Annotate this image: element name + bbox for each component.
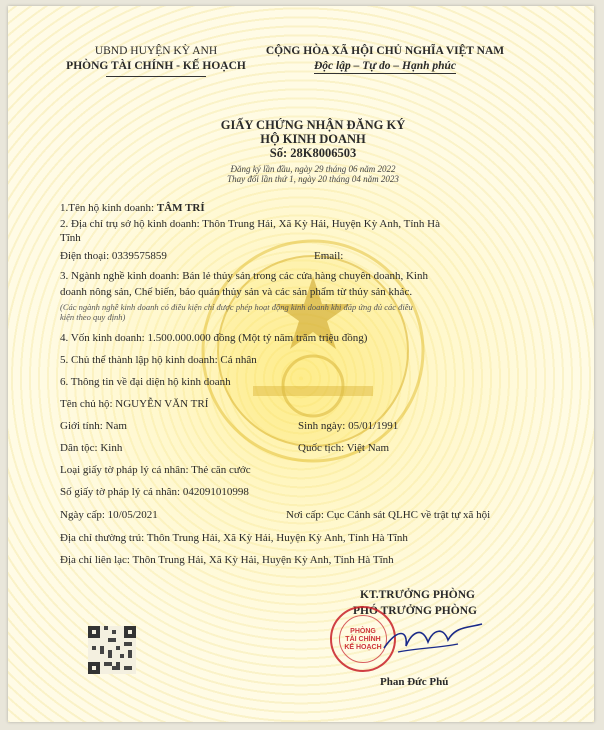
conditional-note-line-1: (Các ngành nghề kinh doanh có điều kiện chỉ được phép hoạt động kinh doanh khi đáp ứng đủ các điều bbox=[60, 302, 413, 312]
national-motto: Độc lập – Tự do – Hạnh phúc bbox=[313, 60, 457, 72]
title-line-2: HỘ KINH DOANH bbox=[260, 132, 366, 146]
business-name-row bbox=[60, 202, 205, 215]
stamp-line-2: TÀI CHÍNH bbox=[345, 636, 381, 643]
business-lines-line-1: 3. Ngành nghề kinh doanh: Bán lẻ thủy sản trong các cửa hàng chuyên doanh, Kinh bbox=[60, 270, 428, 282]
nation-name: CỘNG HÒA XÃ HỘI CHỦ NGHĨA VIỆT NAM bbox=[265, 45, 505, 57]
signer-title-1: KT.TRƯỞNG PHÒNG bbox=[360, 589, 475, 601]
ethnicity: Dân tộc: Kinh bbox=[60, 442, 123, 454]
legal-id-number: Số giấy tờ pháp lý cá nhân: 042091010998 bbox=[60, 486, 249, 498]
id-issue-date: Ngày cấp: 10/05/2021 bbox=[60, 509, 158, 521]
registration-dates bbox=[148, 164, 478, 184]
business-capital: 4. Vốn kinh doanh: 1.500.000.000 đồng (Một tỷ năm trăm triệu đồng) bbox=[60, 332, 368, 344]
gender: Giới tính: Nam bbox=[60, 420, 127, 432]
stamp-line-1: PHÒNG bbox=[350, 628, 376, 635]
signer-name: Phan Đức Phú bbox=[380, 676, 449, 688]
header-underline bbox=[106, 76, 206, 77]
title-line-1: GIẤY CHỨNG NHẬN ĐĂNG KÝ bbox=[220, 118, 406, 132]
business-address-line-1: 2. Địa chỉ trụ sở hộ kinh doanh: Thôn Trung Hải, Xã Kỳ Hải, Huyện Kỳ Anh, Tỉnh Hà bbox=[60, 218, 440, 230]
certificate-page bbox=[8, 6, 594, 722]
date-of-birth: Sinh ngày: 05/01/1991 bbox=[298, 420, 399, 432]
contact-address: Địa chỉ liên lạc: Thôn Trung Hải, Xã Kỳ Hải, Huyện Kỳ Anh, Tỉnh Hà Tĩnh bbox=[60, 554, 394, 566]
owner-name: Tên chủ hộ: NGUYỄN VĂN TRÍ bbox=[60, 398, 209, 410]
email: Email: bbox=[314, 250, 344, 262]
handwritten-signature bbox=[378, 618, 488, 658]
department-name: PHÒNG TÀI CHÍNH - KẾ HOẠCH bbox=[66, 60, 246, 72]
signer-title-2: PHÓ TRƯỞNG PHÒNG bbox=[353, 605, 477, 617]
permanent-address: Địa chỉ thường trú: Thôn Trung Hải, Xã Kỳ Hải, Huyện Kỳ Anh, Tỉnh Hà Tĩnh bbox=[60, 532, 408, 544]
agency-name: UBND HUYỆN KỲ ANH bbox=[94, 45, 218, 57]
business-name-value: TÂM TRÍ bbox=[156, 202, 205, 214]
first-registration-date: Đăng ký lần đầu, ngày 29 tháng 06 năm 2022 bbox=[230, 164, 396, 174]
legal-id-type: Loại giấy tờ pháp lý cá nhân: Thẻ căn cước bbox=[60, 464, 251, 476]
qr-code bbox=[88, 626, 136, 674]
founding-entity: 5. Chủ thể thành lập hộ kinh doanh: Cá nhân bbox=[60, 354, 257, 366]
id-issue-place: Nơi cấp: Cục Cảnh sát QLHC về trật tự xã hội bbox=[286, 509, 491, 521]
business-address-line-2: Tĩnh bbox=[60, 232, 81, 244]
phone: Điện thoại: 0339575859 bbox=[60, 250, 167, 262]
conditional-note-line-2: kiện theo quy định) bbox=[60, 312, 126, 322]
issuing-agency-header bbox=[66, 44, 246, 77]
business-name-label: 1.Tên hộ kinh doanh: bbox=[60, 202, 155, 214]
stamp-line-3: KẾ HOẠCH bbox=[344, 644, 382, 651]
certificate-number: Số: 28K8006503 bbox=[269, 146, 357, 160]
business-lines-line-2: doanh nông sản, Chế biến, bảo quản thủy sản và các sản phẩm từ thủy sản khác. bbox=[60, 286, 413, 298]
document-title bbox=[148, 118, 478, 160]
nationality: Quốc tịch: Việt Nam bbox=[298, 442, 390, 454]
nation-header bbox=[260, 44, 510, 74]
change-date: Thay đổi lần thứ 1, ngày 20 tháng 04 năm 2023 bbox=[227, 174, 399, 184]
representative-heading: 6. Thông tin về đại diện hộ kinh doanh bbox=[60, 376, 231, 388]
